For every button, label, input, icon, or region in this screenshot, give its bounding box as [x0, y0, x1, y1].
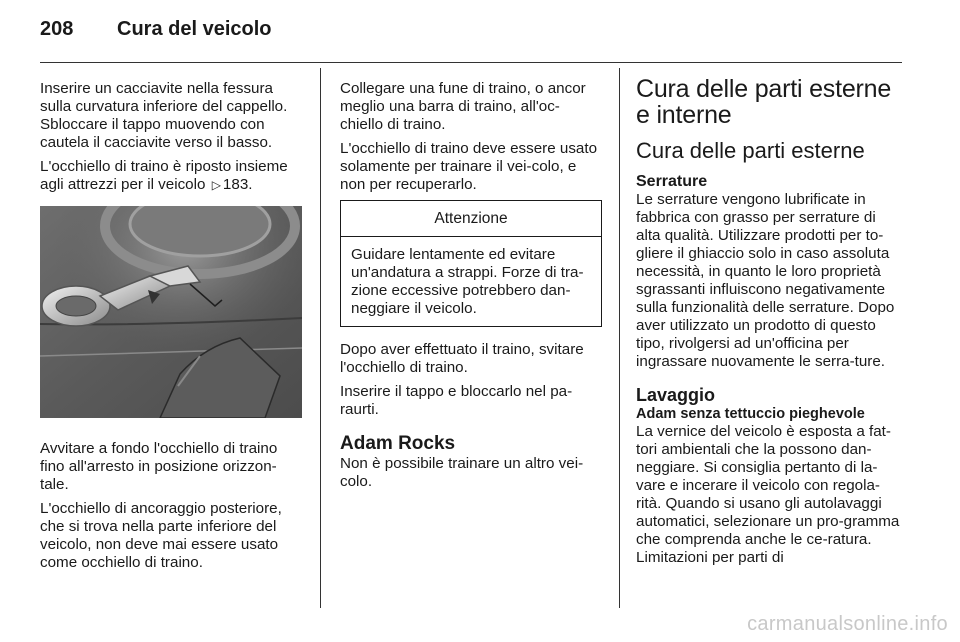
- paragraph: Dopo aver effettuato il traino, svitare l'occhiello di traino.: [340, 341, 584, 376]
- page-header: [40, 18, 272, 48]
- subsection-heading-serrature: Serrature: [636, 173, 708, 190]
- paragraph-ref: [40, 158, 302, 194]
- chapter-heading: Cura delle parti esterne e interne: [636, 75, 892, 129]
- header-rule: [40, 62, 902, 63]
- paragraph: La vernice del veicolo è esposta a fat-tori ambientali che la possono dan-neggiare. Si consiglia pertanto di la-vare e incerare il veicolo con regola-rità. Quando si usano gli autolavaggi automatici, selezionare un pro-gramma che comprenda anche le ce-ratura. Limitazioni per parti di: [636, 423, 900, 566]
- section-heading-adam-rocks: Adam Rocks: [340, 433, 456, 454]
- watermark: carmanualsonline.info: [747, 613, 948, 635]
- paragraph-text: L'occhiello di traino è riposto insieme agli attrezzi per il veicolo: [40, 158, 288, 193]
- paragraph: Le serrature vengono lubrificate in fabbrica con grasso per serrature di alta qualità. Utilizzare prodotti per to-gliere il ghiaccio solo in caso assoluta necessità, in quanto le loro proprietà sgrassanti influiscono negativamente sulla funzionalità delle serrature. Dopo aver utilizzato un prodotto di questo tipo, rivolgersi ad un'officina per ingrassare nuovamente le serra-ture.: [636, 191, 895, 370]
- column-right: [636, 75, 902, 573]
- column-middle: [340, 80, 602, 497]
- paragraph: L'occhiello di ancoraggio posteriore, che si trova nella parte inferiore del veicolo, non deve mai essere usato come occhiello di traino.: [40, 500, 282, 571]
- subsection-heading-lavaggio: Lavaggio: [636, 385, 716, 405]
- page-title: Cura del veicolo: [117, 18, 272, 40]
- paragraph: Collegare una fune di traino, o ancor meglio una barra di traino, all'oc-chiello di traino.: [340, 80, 586, 133]
- paragraph: Inserire il tappo e bloccarlo nel pa-raurti.: [340, 383, 573, 418]
- paragraph: Avvitare a fondo l'occhiello di traino fino all'arresto in posizione orizzon-tale.: [40, 440, 278, 493]
- page-reference[interactable]: 183.: [222, 176, 253, 193]
- paragraph: L'occhiello di traino deve essere usato solamente per trainare il vei-colo, e non per recuperarlo.: [340, 140, 598, 193]
- warning-title: Attenzione: [341, 201, 601, 237]
- page-reference-icon[interactable]: ▷: [211, 178, 221, 192]
- section-heading: Cura delle parti esterne: [636, 138, 865, 163]
- paragraph: Non è possibile trainare un altro vei-colo.: [340, 455, 584, 490]
- column-divider-1: [320, 68, 321, 608]
- page-number: 208: [40, 18, 74, 40]
- warning-box: [340, 200, 602, 327]
- paragraph: Inserire un cacciavite nella fessura sulla curvatura inferiore del cappello. Sbloccare il tappo muovendo con cautela il cacciavite verso il basso.: [40, 80, 288, 151]
- subheading-adam-senza-tettuccio: Adam senza tettuccio pieghevole: [636, 406, 865, 422]
- column-left: [40, 80, 302, 578]
- warning-body: Guidare lentamente ed evitare un'andatura a strappi. Forze di tra-zione eccessive potrebbero dan-neggiare il veicolo.: [351, 246, 584, 317]
- column-divider-2: [619, 68, 620, 608]
- tow-eye-illustration: [40, 206, 302, 418]
